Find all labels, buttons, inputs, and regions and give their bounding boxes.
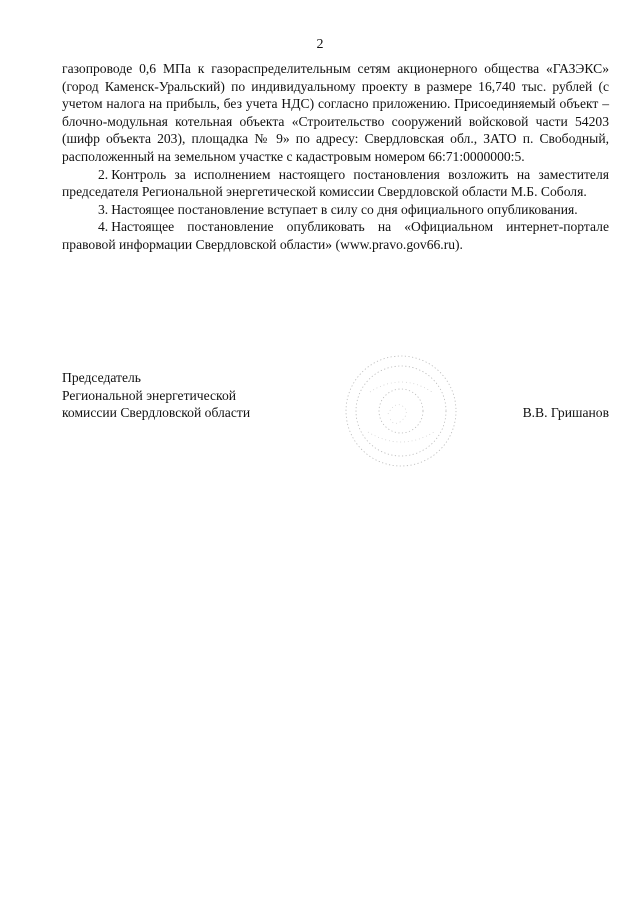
paragraph-continuation: [62, 60, 609, 166]
signer-name: В.В. Гришанов: [522, 405, 609, 420]
page-number: 2: [316, 37, 324, 52]
paragraph-text: Настоящее постановление вступает в силу со дня официального опубликования.: [111, 201, 578, 217]
paragraph-item-4: [62, 218, 609, 253]
paragraph-number: 4.: [98, 219, 109, 235]
signer-title-line-1: Председатель: [62, 370, 141, 385]
paragraph-number: 2.: [98, 166, 109, 182]
signer-title-line-2: Региональной энергетической: [62, 387, 237, 403]
paragraph-item-3: [62, 201, 609, 219]
paragraph-text: Настоящее постановление опубликовать на «Официальном интернет-портале правовой информации Свердловской области» (www.pravo.gov66.ru).: [62, 219, 609, 252]
paragraph-number: 3.: [98, 201, 109, 217]
paragraph-item-2: [62, 166, 609, 201]
document-body: [62, 60, 609, 254]
signature-block: [62, 369, 609, 429]
paragraph-text: Контроль за исполнением настоящего постановления возложить на заместителя председателя Региональной энергетической комиссии Свердловской области М.Б. Соболя.: [62, 166, 609, 200]
signer-title-line-3: комиссии Свердловской области: [62, 405, 251, 421]
paragraph-text: газопроводе 0,6 МПа к газораспределительным сетям акционерного общества «ГАЗЭКС» (город Каменск-Уральский) по индивидуальному проекту в размере 16,740 тыс. рублей (с учетом налога на прибыль, без учета НДС) согласно приложению. Присоединяемый объект – блочно-модульная котельная объекта «Строительство сооружений войсковой части 54203 (шифр объекта 203), площадка № 9» по адресу: Свердловская обл., ЗАТО п. Свободный, расположенный на земельном участке с кадастровым номером 66:71:0000000:5.: [62, 61, 609, 164]
